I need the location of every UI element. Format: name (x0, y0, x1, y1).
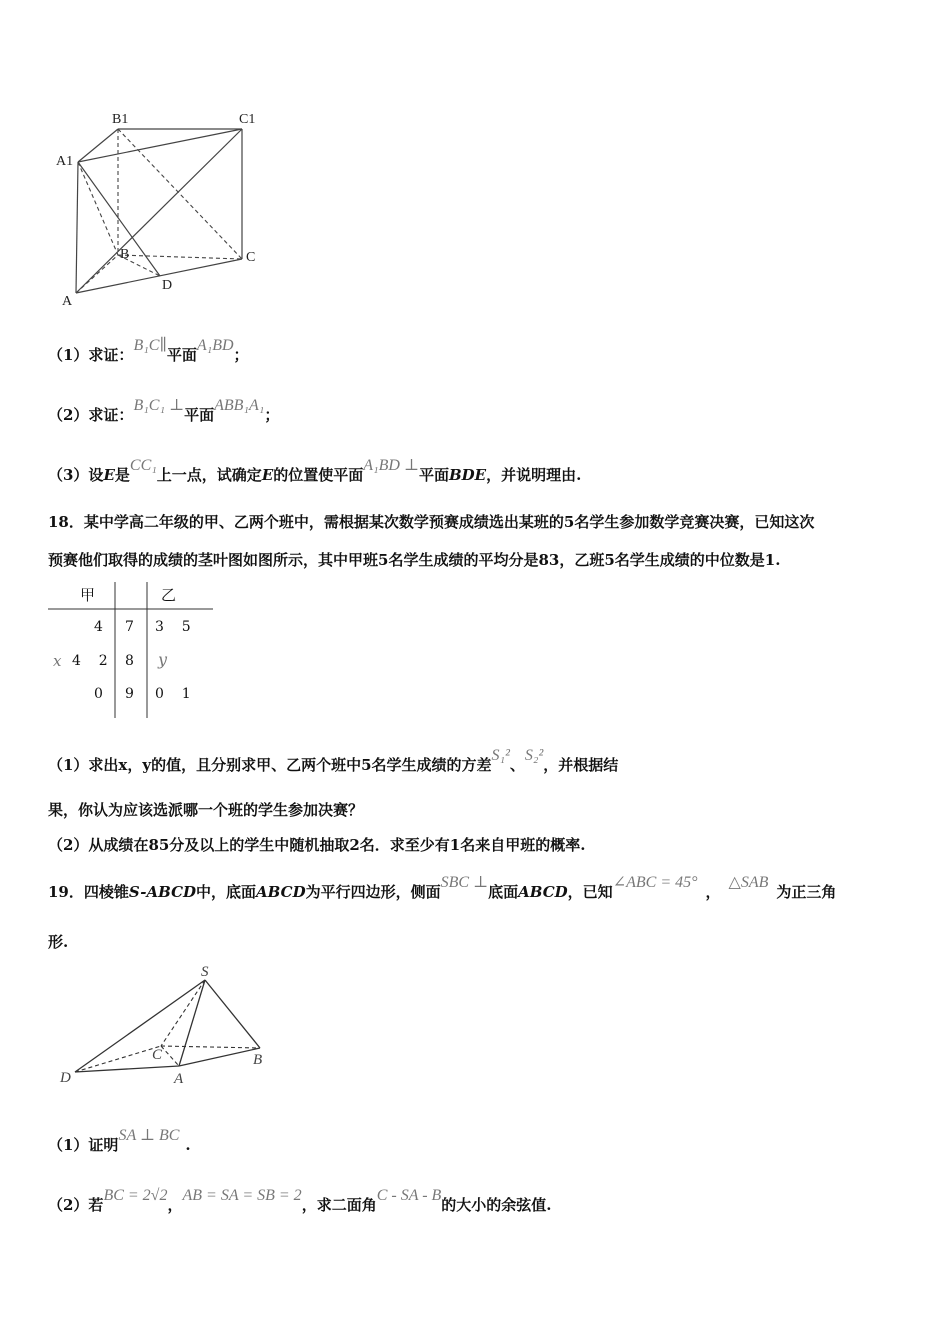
q19-line2: 形. (48, 933, 69, 951)
row1-right: 3 5 (155, 619, 191, 635)
label-c: C (246, 250, 256, 265)
header-yi: 乙 (161, 586, 177, 604)
label-a: A (174, 1071, 184, 1087)
edge-s-a (179, 980, 205, 1066)
row1-left: 4 (94, 619, 103, 635)
q18-part1-line2: 果，你认为应该选派哪一个班的学生参加决赛？ (48, 801, 364, 819)
label-a: A (62, 294, 73, 309)
label-s: S (201, 964, 209, 980)
q19-part1: （1）证明SA ⊥ BC. (48, 1127, 191, 1154)
row2-var-x: x (53, 652, 62, 670)
label-b1: B1 (112, 112, 129, 127)
edge-a1-a (76, 162, 78, 293)
hidden-c-a (161, 1046, 179, 1066)
q18-line1: 18．某中学高二年级的甲、乙两个班中，需根据某次数学预赛成绩选出某班的5名学生参加数学竞赛决赛，已知这次 (48, 513, 815, 531)
pyramid-figure (55, 960, 285, 1090)
label-c: C (152, 1047, 163, 1063)
q19-part2: （2）若BC = 2√2，AB = SA = SB = 2，求二面角C - SA - B的大小的余弦值. (48, 1187, 552, 1214)
edge-a-c (76, 259, 242, 293)
row3-stem: 9 (125, 686, 134, 702)
hidden-s-c (161, 980, 205, 1046)
label-b: B (120, 247, 130, 262)
q17-part3: （3）设E是CC₁上一点，试确定E的位置使平面A₁BD ⊥平面BDE，并说明理由. (48, 457, 582, 484)
q19-line1: 19．四棱锥S-ABCD中，底面ABCD为平行四边形，侧面SBC ⊥底面ABCD，已知∠ABC = 45°，△SAB为正三角 (48, 874, 837, 901)
row2-stem: 8 (125, 653, 134, 669)
q17-part2: （2）求证：B₁C₁ ⊥平面ABB₁A₁； (48, 397, 280, 424)
row3-left: 0 (94, 686, 103, 702)
hidden-c-b (161, 1046, 260, 1048)
q18-part1: （1）求出x，y的值，且分别求甲、乙两个班中5名学生成绩的方差S₁²、S₂²，并根据结 (48, 747, 619, 774)
edge-a1-c1 (78, 129, 242, 162)
q18-part2: （2）从成绩在85分及以上的学生中随机抽取2名．求至少有1名来自甲班的概率. (48, 836, 586, 854)
hidden-b-c (118, 255, 242, 259)
row3-right: 0 1 (155, 686, 191, 702)
edge-a-b1-diag (76, 129, 242, 293)
stem-leaf-diagram (48, 580, 218, 720)
q17-part1: （1）求证：B₁C∥平面A₁BD； (48, 337, 249, 364)
row2-left: 4 2 (72, 653, 108, 669)
row2-var-y: y (158, 650, 168, 669)
q18-line2: 预赛他们取得的成绩的茎叶图如图所示，其中甲班5名学生成绩的平均分是83，乙班5名学生成绩的中位数是1. (48, 551, 781, 569)
label-b: B (253, 1052, 263, 1068)
label-d: D (162, 278, 173, 293)
label-a1: A1 (56, 154, 74, 169)
hidden-b1-c (118, 129, 242, 259)
edge-a1-d (78, 162, 160, 276)
edge-s-b (205, 980, 260, 1048)
hidden-a-b (76, 255, 118, 293)
row1-stem: 7 (125, 619, 134, 635)
edge-a-b (179, 1048, 263, 1068)
label-d: D (60, 1070, 71, 1086)
header-jia: 甲 (80, 586, 96, 604)
label-c1: C1 (239, 112, 256, 127)
prism-figure (50, 105, 280, 310)
edge-s-d (75, 980, 205, 1072)
edge-a1-b1 (78, 129, 118, 162)
